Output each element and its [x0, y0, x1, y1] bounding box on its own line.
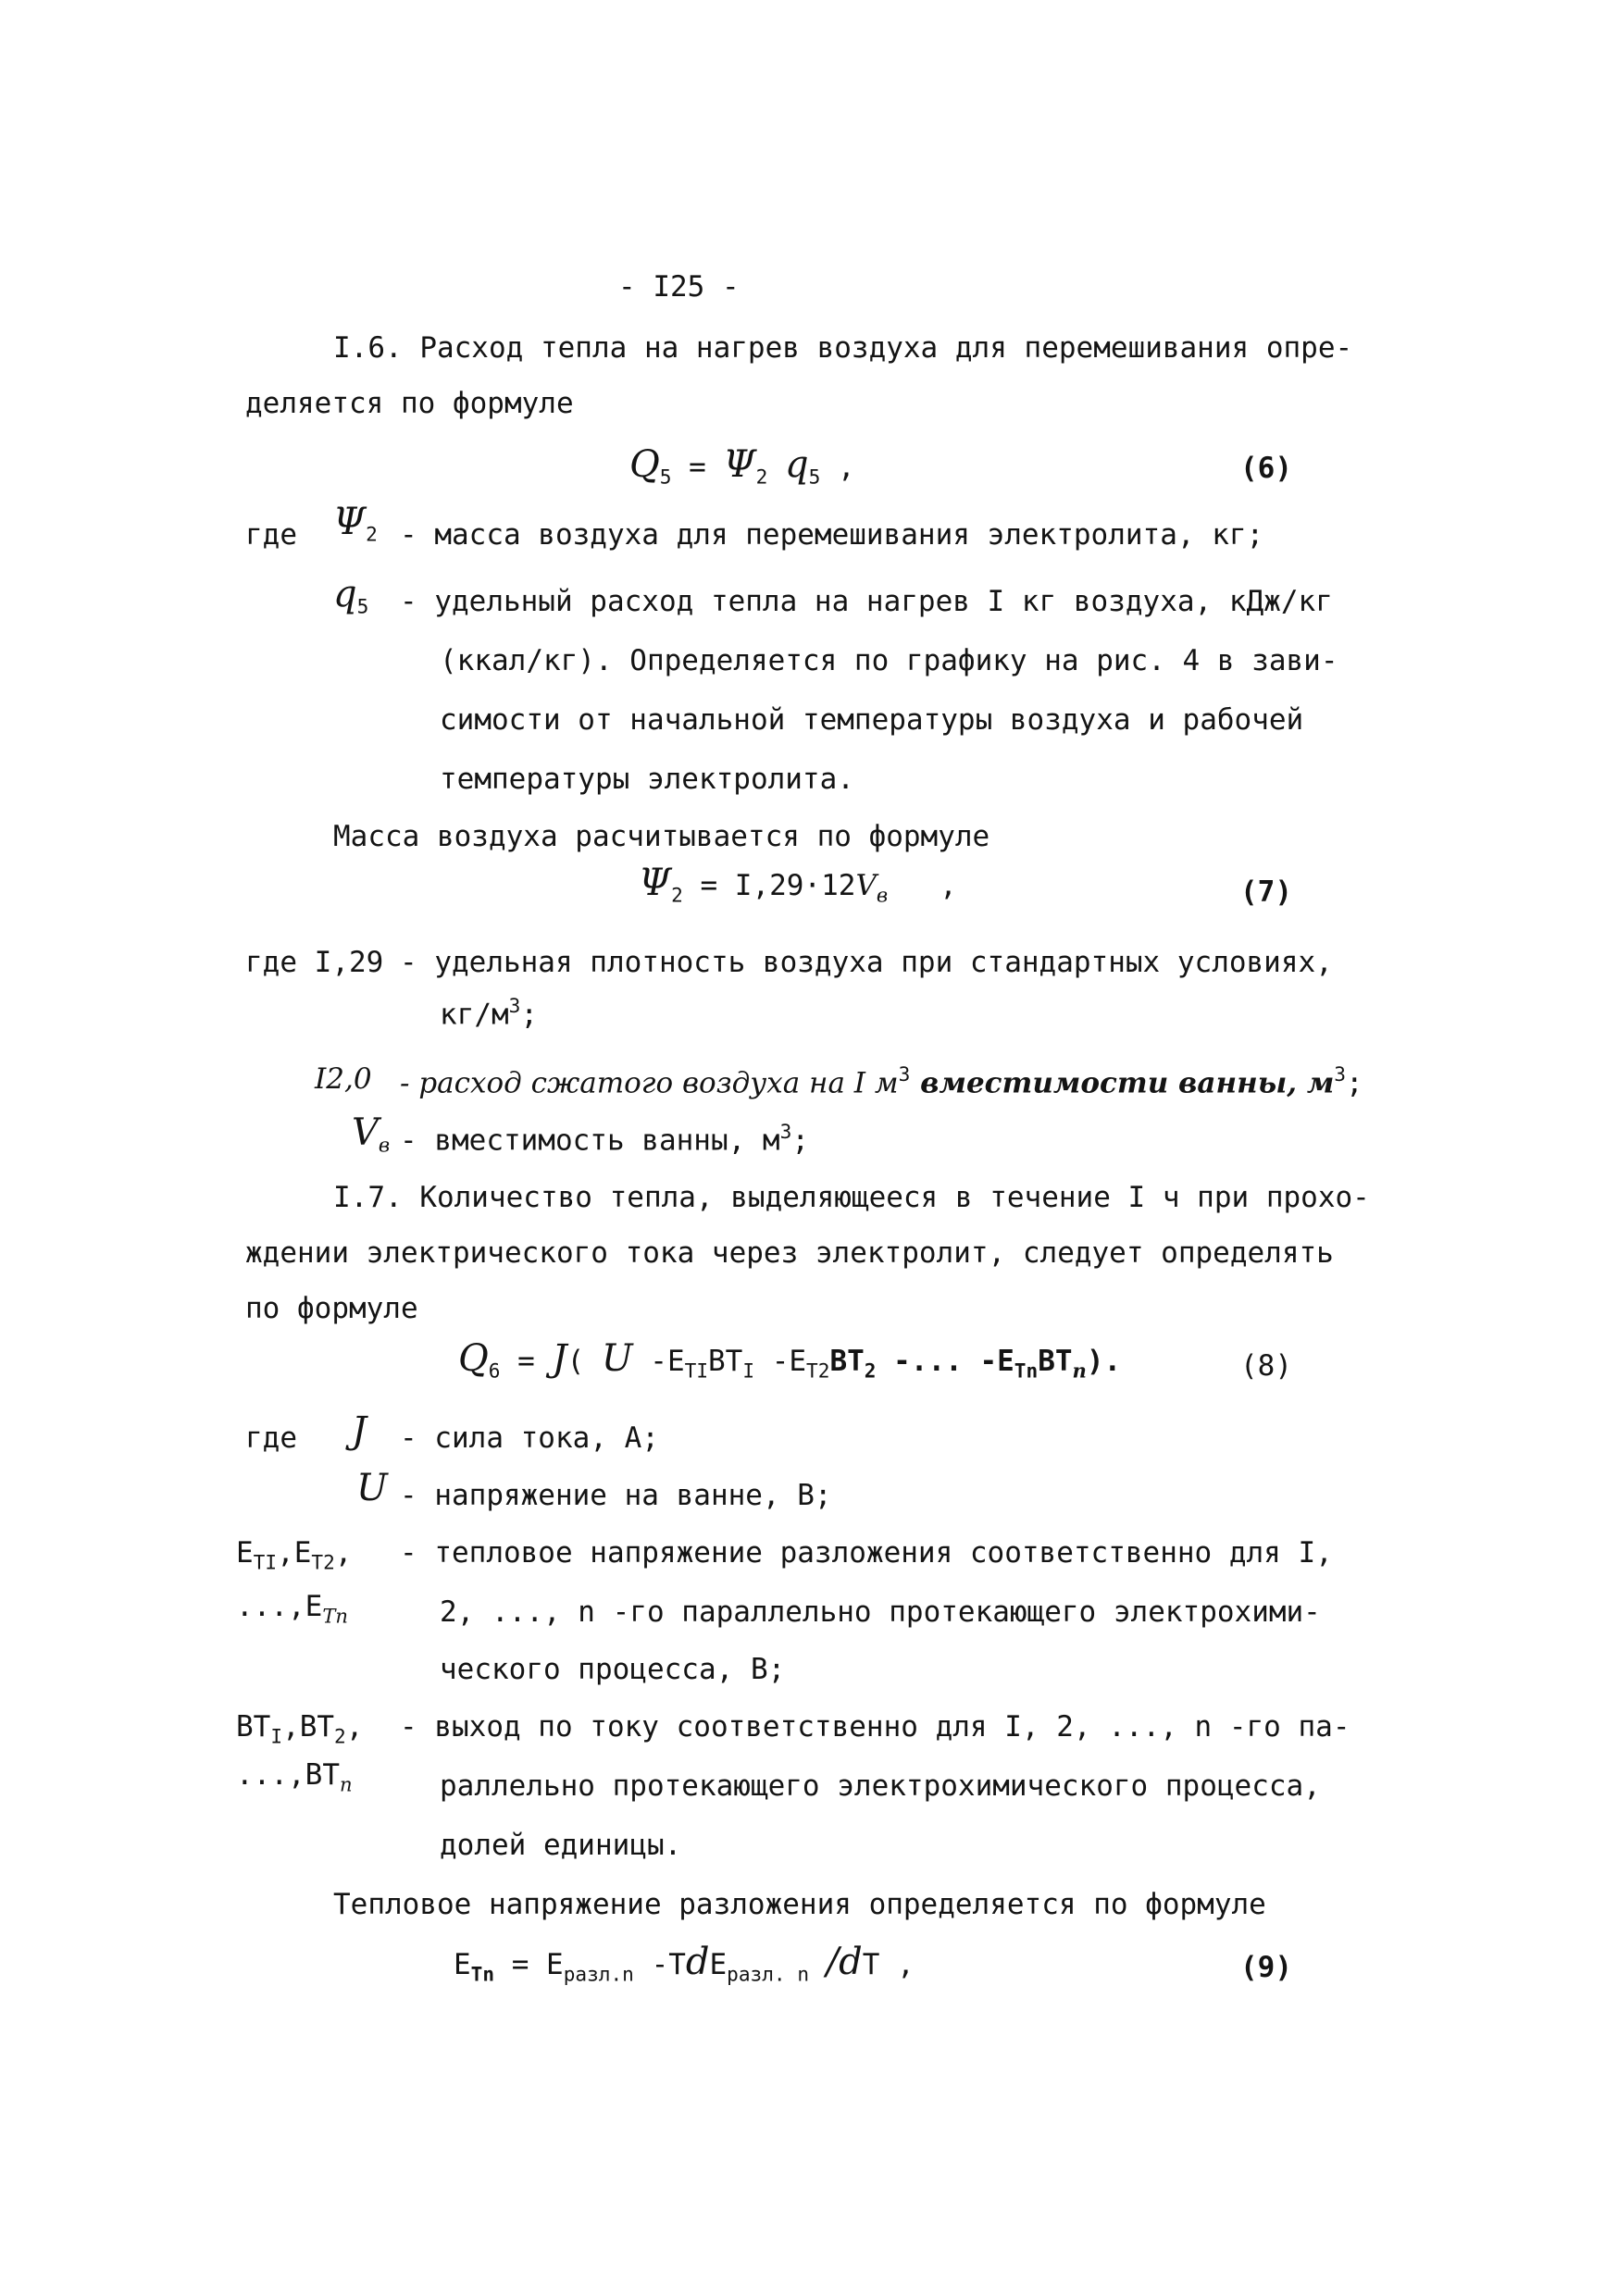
where-6-gde: где — [245, 518, 297, 552]
u-description: - напряжение на ванне, В; — [400, 1479, 832, 1512]
q5-description-line-2: (ккал/кг). Определяется по графику на рис. 4 в зави- — [440, 644, 1338, 677]
vb-description: - вместимость ванны, $м^3$; — [400, 1120, 809, 1158]
formula-6-number: (6) — [1240, 452, 1292, 485]
psi2-description: - масса воздуха для перемешивания электролита, кг; — [400, 518, 1264, 552]
e-description-line-2: 2, ..., n -го параллельно протекающего электрохими- — [440, 1595, 1321, 1629]
q5-description-line-4: температуры электролита. — [440, 763, 854, 796]
paragraph-1-6-line-2: деляется по формуле — [245, 387, 574, 420]
e-description-line-3: ческого процесса, В; — [440, 1653, 786, 1686]
paragraph-1-7-line-1: I.7. Количество тепла, выделяющееся в течение I ч при прохо- — [333, 1181, 1370, 1214]
where-7-gde-129: где I,29 — [245, 946, 384, 979]
bt-description-line-1: - выход по току соответственно для I, 2, ..., n -го па- — [400, 1710, 1350, 1744]
vb-symbol: $V_в$ — [352, 1111, 391, 1157]
psi2-symbol: $\Psi_2$ — [333, 501, 378, 546]
bt-description-line-3: долей единицы. — [440, 1829, 682, 1862]
u-symbol: U — [356, 1467, 388, 1509]
e-description-line-1: - тепловое напряжение разложения соответственно для I, — [400, 1536, 1333, 1570]
paragraph-1-7-line-2: ждении электрического тока через электролит, следует определять — [245, 1236, 1334, 1270]
j-description: - сила тока, А; — [400, 1421, 659, 1455]
j-symbol: J — [352, 1409, 367, 1452]
formula-9-number: (9) — [1240, 1951, 1292, 1984]
formula-8-number: (8) — [1240, 1349, 1292, 1383]
e-label-line-2: $...,E_{Tn}$ — [236, 1590, 348, 1628]
heat-voltage-intro: Тепловое напряжение разложения определяется по формуле — [333, 1888, 1266, 1921]
bt-label-line-2: $...,BT_n$ — [236, 1758, 353, 1796]
coefficient-12: I2,0 — [315, 1062, 372, 1096]
q5-description-line-3: симости от начальной температуры воздуха и рабочей — [440, 703, 1304, 737]
density-description-line-2: $кг/м^3$; — [440, 994, 539, 1032]
mass-formula-intro: Масса воздуха расчитывается по формуле — [333, 820, 990, 853]
bt-description-line-2: раллельно протекающего электрохимического процесса, — [440, 1769, 1321, 1803]
page-number: - I25 - — [618, 270, 740, 304]
bt-label-line-1: $BT_I,BT_2$, — [236, 1710, 364, 1748]
density-description-line-1: - удельная плотность воздуха при стандартных условиях, — [400, 946, 1333, 979]
formula-7: $\Psi_2 = I,29\cdot 12V_в$ , — [639, 862, 957, 907]
formula-9: $E_{Tn} = E_{разл.n}$ -TdE$_{разл. n}$ /dT , — [454, 1941, 915, 1986]
paragraph-1-7-line-3: по формуле — [245, 1292, 418, 1325]
q5-description-line-1: - удельный расход тепла на нагрев I кг воздуха, кДж/кг — [400, 585, 1333, 618]
formula-8: $Q_6 = J$( U $-E_{TI}BT_I$ $-E_{T2}BT_2$ -... $-E_{Tn}BT_n$). — [458, 1337, 1122, 1383]
formula-6: $Q_5 = \Psi_2$ $q_5$ , — [629, 443, 855, 489]
paragraph-1-6-line-1: I.6. Расход тепла на нагрев воздуха для перемешивания опре- — [333, 331, 1353, 365]
e-label-line-1: $E_{TI},E_{T2}$, — [236, 1536, 353, 1574]
where-8-gde: где — [245, 1421, 297, 1455]
formula-7-number: (7) — [1240, 875, 1292, 909]
compressed-air-description: - расход сжатого воздуха на I $м^3$ вместимости ванны, $м^3$; — [400, 1062, 1363, 1100]
q5-symbol: $q_5$ — [333, 573, 369, 618]
